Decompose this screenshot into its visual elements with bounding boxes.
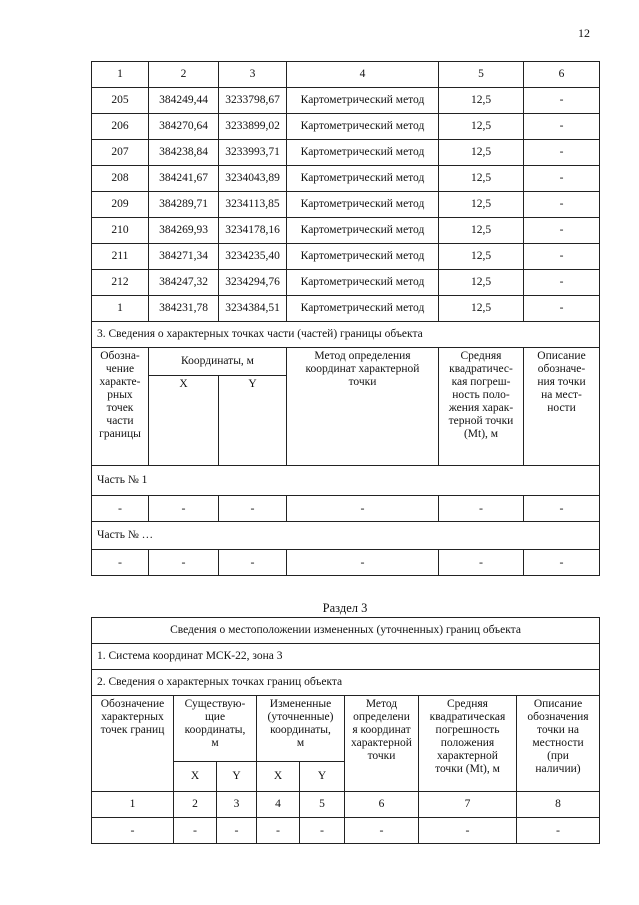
table-cell: 206 (92, 114, 149, 140)
table-cell: 211 (92, 244, 149, 270)
table-row (92, 296, 600, 322)
table-row (92, 270, 600, 296)
col-designation: Обозна- чение характе- рных точек части границы (92, 348, 149, 466)
table-cell: 210 (92, 218, 149, 244)
table-cell: 384241,67 (149, 166, 219, 192)
column-number: 3 (219, 62, 287, 88)
table-cell: - (524, 218, 600, 244)
table-cell: 12,5 (439, 166, 524, 192)
table-cell: - (524, 88, 600, 114)
table-cell: 209 (92, 192, 149, 218)
col-method: Метод определени я координат характерной точки (345, 696, 419, 792)
table-cell: 1 (92, 296, 149, 322)
column-number-row (92, 62, 600, 88)
table-cell: Картометрический метод (287, 140, 439, 166)
table-cell: Картометрический метод (287, 166, 439, 192)
section-heading: Раздел 3 (322, 601, 368, 615)
table-cell: 12,5 (439, 296, 524, 322)
table-cell: 384247,32 (149, 270, 219, 296)
table-cell: - (524, 296, 600, 322)
col-description: Описание обозначе- ния точки на мест- ности (524, 348, 600, 466)
col-description: Описание обозначения точки на местности (при наличии) (517, 696, 600, 792)
table-cell: Картометрический метод (287, 270, 439, 296)
table-cell: - (524, 192, 600, 218)
table-cell: 12,5 (439, 192, 524, 218)
table-cell: Картометрический метод (287, 296, 439, 322)
col-existing-coords: Существую- щие координаты, м (174, 696, 257, 762)
table-cell: 3233899,02 (219, 114, 287, 140)
table-row (92, 192, 600, 218)
table-cell: 208 (92, 166, 149, 192)
table-cell: - (524, 166, 600, 192)
table-row (92, 114, 600, 140)
table-cell: Картометрический метод (287, 114, 439, 140)
table-cell: 384270,64 (149, 114, 219, 140)
table-cell: 384249,44 (149, 88, 219, 114)
table-cell: 3233993,71 (219, 140, 287, 166)
points-title: 2. Сведения о характерных точках границ объекта (92, 670, 600, 696)
table-cell: 3234178,16 (219, 218, 287, 244)
table-cell: 12,5 (439, 140, 524, 166)
col-x-existing: X (174, 762, 217, 792)
col-designation: Обозначение характерных точек границ (92, 696, 174, 792)
section3-title: 3. Сведения о характерных точках части (частей) границы объекта (92, 322, 600, 348)
table-row (92, 244, 600, 270)
table-cell: 384269,93 (149, 218, 219, 244)
table-cell: 12,5 (439, 218, 524, 244)
table-cell: 3234113,85 (219, 192, 287, 218)
table-cell: 12,5 (439, 114, 524, 140)
table-row (92, 140, 600, 166)
column-number: 1 (92, 62, 149, 88)
part-1-row: - - - - - - (92, 496, 600, 522)
col-y: Y (219, 376, 287, 466)
table-row (92, 166, 600, 192)
col-method: Метод определения координат характерной точки (287, 348, 439, 466)
part-n-label: Часть № … (92, 522, 600, 550)
table-cell: 12,5 (439, 270, 524, 296)
column-number: 6 (524, 62, 600, 88)
table-cell: 12,5 (439, 88, 524, 114)
table-cell: Картометрический метод (287, 244, 439, 270)
table-cell: 384271,34 (149, 244, 219, 270)
table-cell: - (524, 114, 600, 140)
table-cell: - (524, 270, 600, 296)
table-cell: 384231,78 (149, 296, 219, 322)
column-number-row: 1 2 3 4 5 6 7 8 (92, 792, 600, 818)
table-cell: 12,5 (439, 244, 524, 270)
table-cell: 384289,71 (149, 192, 219, 218)
table-row (92, 218, 600, 244)
table-cell: 384238,84 (149, 140, 219, 166)
table-cell: 3234294,76 (219, 270, 287, 296)
table-cell: Картометрический метод (287, 218, 439, 244)
table-row (92, 88, 600, 114)
col-error: Средняя квадратичес- кая погреш- ность поло- жения харак- терной точки (Mt), м (439, 348, 524, 466)
table2-title: Сведения о местоположении измененных (уточненных) границ объекта (92, 618, 600, 644)
column-number: 2 (149, 62, 219, 88)
col-x-changed: X (257, 762, 300, 792)
dash-row: - - - - - - - - (92, 818, 600, 844)
changed-boundaries-table (91, 617, 600, 844)
page-number: 12 (578, 26, 590, 40)
column-number: 5 (439, 62, 524, 88)
table-cell: 3234043,89 (219, 166, 287, 192)
boundary-points-table (91, 61, 600, 576)
table-cell: - (524, 140, 600, 166)
table-cell: 207 (92, 140, 149, 166)
table-cell: 3234384,51 (219, 296, 287, 322)
part-1-label: Часть № 1 (92, 466, 600, 496)
col-coordinates: Координаты, м (149, 348, 287, 376)
col-y-changed: Y (300, 762, 345, 792)
table-cell: 3234235,40 (219, 244, 287, 270)
coord-system: 1. Система координат МСК-22, зона 3 (92, 644, 600, 670)
column-number: 4 (287, 62, 439, 88)
table-cell: 3233798,67 (219, 88, 287, 114)
table-cell: Картометрический метод (287, 192, 439, 218)
col-y-existing: Y (217, 762, 257, 792)
table-cell: 205 (92, 88, 149, 114)
col-x: X (149, 376, 219, 466)
part-n-row: - - - - - - (92, 550, 600, 576)
col-changed-coords: Измененные (уточненные) координаты, м (257, 696, 345, 762)
table-cell: 212 (92, 270, 149, 296)
table-cell: Картометрический метод (287, 88, 439, 114)
table-cell: - (524, 244, 600, 270)
col-error: Средняя квадратическая погрешность положения характерной точки (Mt), м (419, 696, 517, 792)
